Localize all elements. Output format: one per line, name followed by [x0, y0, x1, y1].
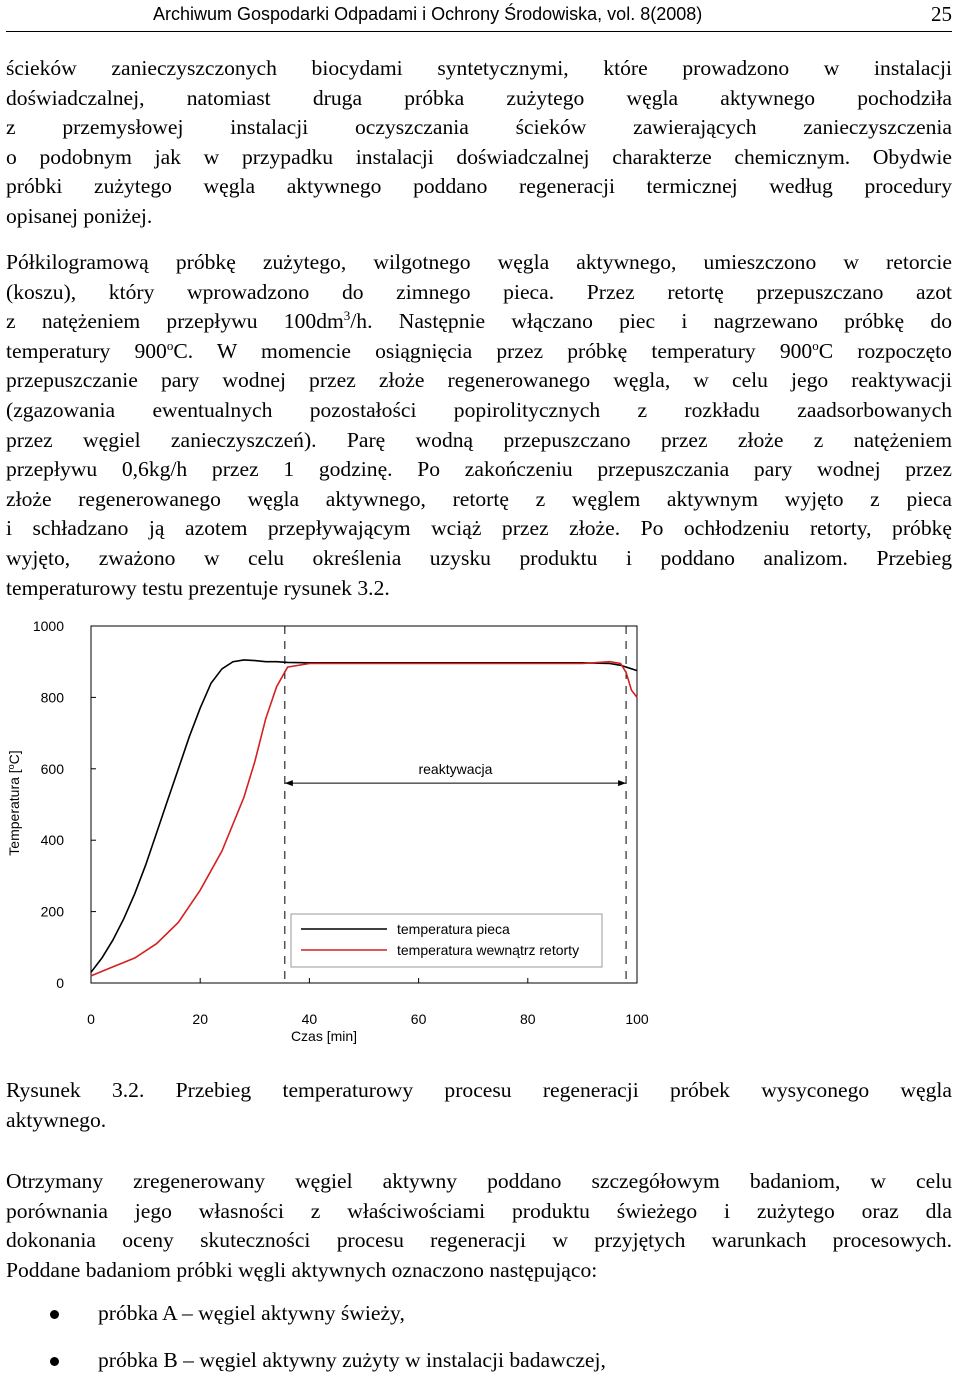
- text-line: i schładzano ją azotem przepływającym wciąż przez złoże. Po ochłodzeniu retorty, próbkę: [6, 516, 952, 541]
- text-line: [6, 307, 952, 337]
- x-tick-label: 100: [625, 1011, 649, 1027]
- y-tick-label: 600: [40, 760, 64, 777]
- text-line: doświadczalnej, natomiast druga próbka zużytego węgla aktywnego pochodziła: [6, 85, 952, 110]
- superscript: o: [166, 337, 174, 353]
- text-segment: z natężeniem przepływu 100dm: [6, 309, 344, 334]
- x-tick-label: 20: [192, 1011, 208, 1027]
- text-line: Poddane badaniom próbki węgli aktywnych oznaczono następująco:: [6, 1257, 598, 1282]
- chart-canvas: [0, 610, 960, 1050]
- running-header: [0, 0, 960, 34]
- text-line: aktywnego.: [6, 1107, 107, 1132]
- text-segment: /h. Następnie włączano piec i nagrzewano próbkę do: [350, 309, 952, 334]
- text-line: dokonania oceny skuteczności procesu regeneracji w przyjętych warunkach procesowych.: [6, 1228, 952, 1253]
- text-line: temperaturowy testu prezentuje rysunek 3.2.: [6, 575, 390, 600]
- text-line: porównania jego własności z właściwościami produktu świeżego i zużytego oraz dla: [6, 1198, 952, 1223]
- text-line: przepływu 0,6kg/h przez 1 godzinę. Po zakończeniu przepuszczania pary wodnej przez: [6, 457, 952, 482]
- text-line: przez węgiel zanieczyszczeń). Parę wodną przepuszczano przez złoże z natężeniem: [6, 427, 952, 452]
- text-line: z przemysłowej instalacji oczyszczania ścieków zawierających zanieczyszczenia: [6, 115, 952, 140]
- temperature-chart: [0, 610, 960, 1050]
- text-line: [6, 337, 952, 367]
- journal-title: Archiwum Gospodarki Odpadami i Ochrony Środowiska, vol. 8(2008): [153, 4, 703, 24]
- x-tick-label: 0: [87, 1011, 95, 1027]
- text-line: Otrzymany zregenerowany węgiel aktywny poddano szczegółowym badaniom, w celu: [6, 1169, 952, 1193]
- list-item-text: próbka B – węgiel aktywny zużyty w instalacji badawczej,: [98, 1348, 606, 1372]
- y-tick-label: 800: [40, 689, 64, 706]
- y-tick-label: 1000: [32, 618, 64, 634]
- y-tick-label: 400: [40, 832, 64, 849]
- superscript: 3: [343, 308, 351, 324]
- paragraph-2: [6, 248, 952, 603]
- paragraph-3: [6, 1167, 952, 1285]
- figure-caption: [6, 1076, 952, 1135]
- text-line: opisanej poniżej.: [6, 203, 153, 228]
- text-line: (zgazowania ewentualnych pozostałości popirolitycznych z rozkładu zaadsorbowanych: [6, 397, 952, 422]
- text-line: ścieków zanieczyszczonych biocydami syntetycznymi, które prowadzono w instalacji: [6, 56, 952, 80]
- page-number: 25: [931, 2, 952, 26]
- text-segment: C rozpoczęto: [818, 338, 952, 363]
- x-tick-label: 80: [520, 1011, 536, 1027]
- legend-label: temperatura pieca: [397, 921, 510, 937]
- superscript: o: [812, 337, 819, 353]
- text-line: o podobnym jak w przypadku instalacji doświadczalnej charakterze chemicznym. Obydwie: [6, 144, 952, 169]
- bullet-icon: [50, 1310, 59, 1319]
- text-line: Rysunek 3.2. Przebieg temperaturowy procesu regeneracji próbek wysyconego węgla: [6, 1078, 952, 1102]
- y-tick-label: 200: [40, 903, 64, 920]
- text-segment: temperatury 900: [6, 338, 167, 363]
- text-line: próbki zużytego węgla aktywnego poddano regeneracji termicznej według procedury: [6, 174, 952, 199]
- arrow-right-icon: [618, 780, 626, 786]
- y-tick-label: 0: [56, 975, 64, 991]
- x-tick-label: 60: [410, 1011, 427, 1027]
- bullet-icon: [50, 1357, 59, 1366]
- list-item-text: próbka A – węgiel aktywny świeży,: [98, 1301, 405, 1325]
- text-line: złoże regenerowanego węgla aktywnego, retortę z węglem aktywnym wyjęto z pieca: [6, 486, 952, 511]
- text-line: wyjęto, zważono w celu określenia uzysku produktu i poddano analizom. Przebieg: [6, 545, 952, 570]
- paragraph-1: [6, 54, 952, 232]
- x-tick-label: 40: [301, 1011, 318, 1027]
- x-axis-title: Czas [min]: [290, 1028, 358, 1044]
- legend-label: temperatura wewnątrz retorty: [397, 942, 580, 958]
- text-line: Półkilogramową próbkę zużytego, wilgotnego węgla aktywnego, umieszczono w retorcie: [6, 250, 952, 274]
- text-segment: C. W momencie osiągnięcia przez próbkę temperatury 900: [173, 338, 813, 363]
- y-axis-title: Temperatura [$^o$C]: [6, 750, 22, 856]
- text-line: (koszu), który wprowadzono do zimnego pieca. Przez retortę przepuszczano azot: [6, 279, 952, 304]
- reaktywacja-label: reaktywacja: [418, 760, 493, 777]
- header-rule: [6, 31, 952, 32]
- arrow-left-icon: [285, 780, 293, 786]
- text-line: przepuszczanie pary wodnej przez złoże regenerowanego węgla, w celu jego reaktywacji: [6, 368, 952, 393]
